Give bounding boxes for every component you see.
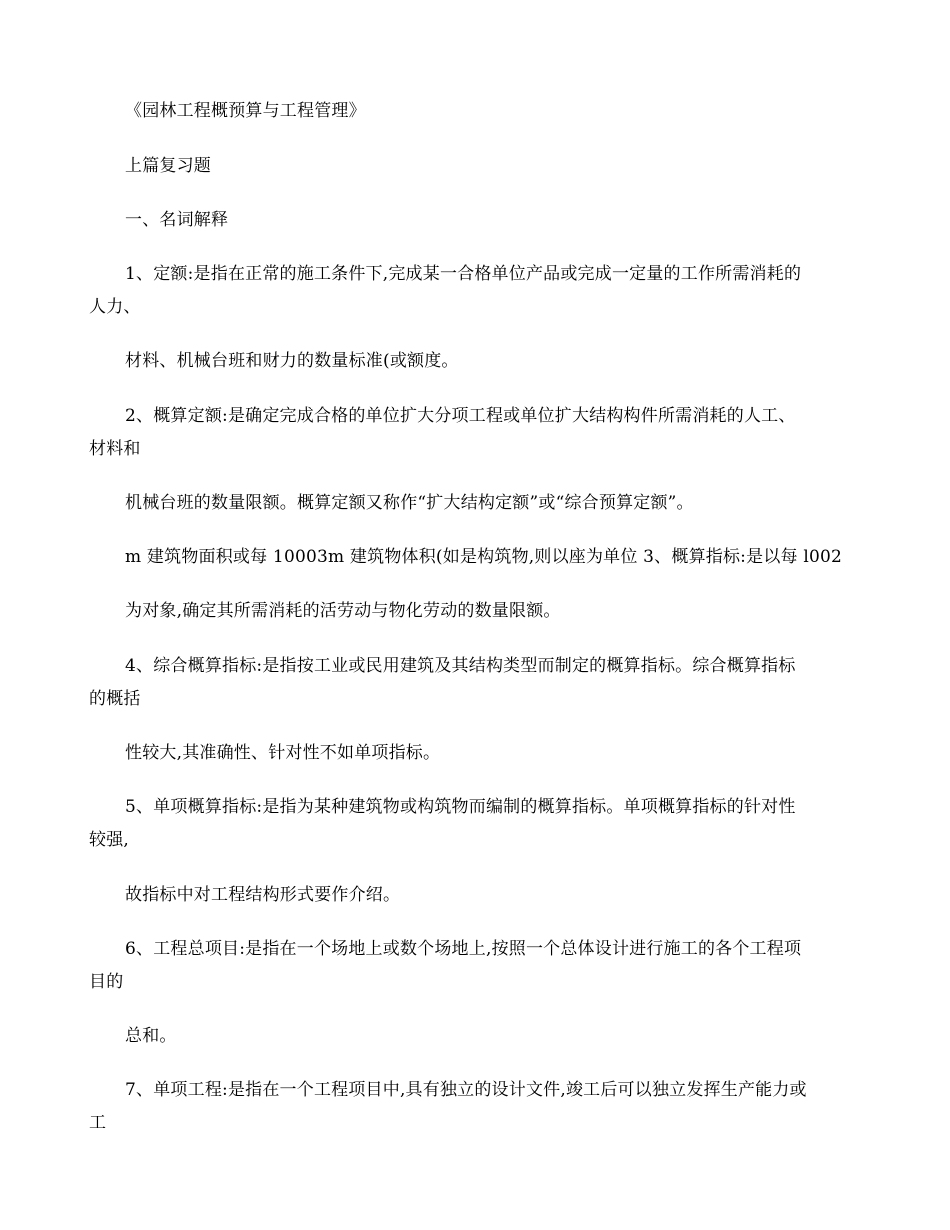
document-title: 《园林工程概预算与工程管理》 bbox=[125, 101, 366, 121]
paragraph-line: 材料和 bbox=[89, 439, 141, 459]
paragraph-line: 人力、 bbox=[89, 297, 141, 317]
paragraph-line: 工 bbox=[89, 1113, 107, 1133]
paragraph-line: 性较大,其准确性、针对性不如单项指标。 bbox=[125, 743, 441, 763]
paragraph-line: 5、单项概算指标:是指为某种建筑物或构筑物而编制的概算指标。单项概算指标的针对性 bbox=[125, 797, 796, 817]
paragraph-line: 为对象,确定其所需消耗的活劳动与物化劳动的数量限额。 bbox=[125, 601, 561, 621]
paragraph-line: 总和。 bbox=[125, 1026, 177, 1046]
paragraph-line: 故指标中对工程结构形式要作介绍。 bbox=[125, 885, 401, 905]
paragraph-line: 1、定额:是指在正常的施工条件下,完成某一合格单位产品或完成一定量的工作所需消耗的 bbox=[125, 264, 802, 284]
paragraph-line: 较强, bbox=[89, 830, 130, 850]
paragraph-line: 7、单项工程:是指在一个工程项目中,具有独立的设计文件,竣工后可以独立发挥生产能力或 bbox=[125, 1080, 807, 1100]
paragraph-line: 2、概算定额:是确定完成合格的单位扩大分项工程或单位扩大结构构件所需消耗的人工、 bbox=[125, 406, 796, 426]
section-heading: 上篇复习题 bbox=[125, 156, 211, 176]
paragraph-line: m 建筑物面积或每 10003m 建筑物体积(如是构筑物,则以座为单位 3、概算指标:是以每 l002 bbox=[125, 547, 843, 567]
paragraph-line: 机械台班的数量限额。概算定额又称作“扩大结构定额”或“综合预算定额”。 bbox=[125, 493, 694, 513]
paragraph-line: 材料、机械台班和财力的数量标准(或额度。 bbox=[125, 351, 459, 371]
paragraph-line: 目的 bbox=[89, 972, 124, 992]
paragraph-line: 的概括 bbox=[89, 689, 141, 709]
subsection-heading: 一、名词解释 bbox=[125, 210, 229, 230]
paragraph-line: 4、综合概算指标:是指按工业或民用建筑及其结构类型而制定的概算指标。综合概算指标 bbox=[125, 656, 796, 676]
paragraph-line: 6、工程总项目:是指在一个场地上或数个场地上,按照一个总体设计进行施工的各个工程项 bbox=[125, 939, 802, 959]
